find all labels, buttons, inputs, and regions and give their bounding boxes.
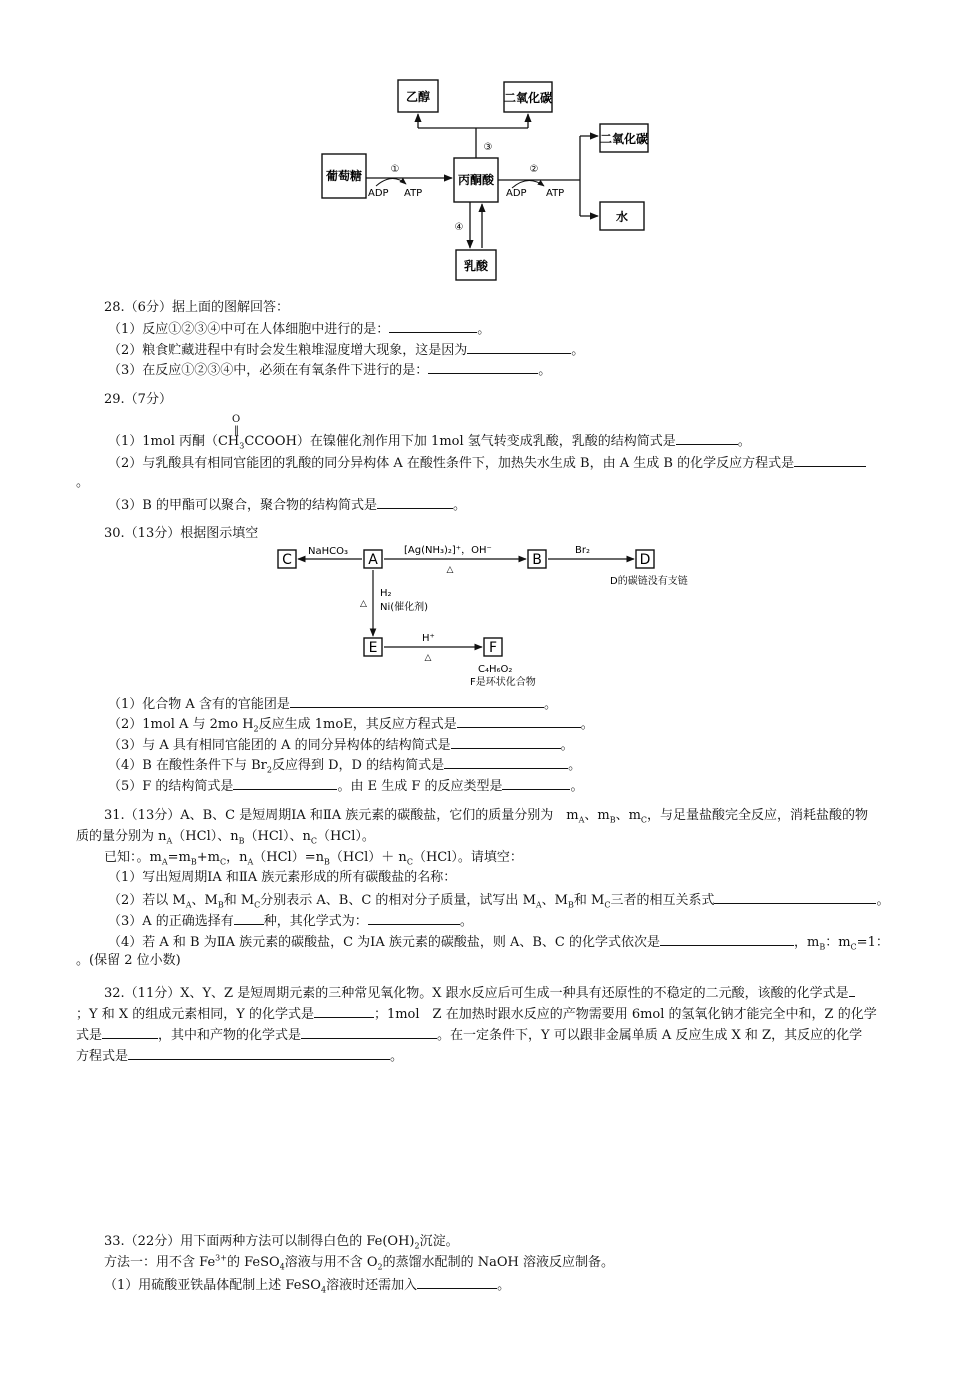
q31-part1: （1）写出短周期ⅠA 和ⅡA 族元素形成的所有碳酸盐的名称： xyxy=(108,870,457,885)
sub-c: C xyxy=(640,815,648,825)
sub-2: 2 xyxy=(377,1262,383,1272)
sub-b: B xyxy=(567,900,574,910)
nahco3-label: NaHCO₃ xyxy=(308,546,348,557)
q32-text: 方程式是 xyxy=(76,1049,129,1064)
q31-line3 xyxy=(104,850,523,866)
answer-blank[interactable] xyxy=(444,756,568,769)
sub-b: B xyxy=(238,836,245,846)
q32-line3 xyxy=(76,1026,862,1044)
q30-part2-text-b: 反应生成 1moE，其反应方程式是 xyxy=(258,717,457,732)
answer-blank[interactable] xyxy=(502,777,570,790)
q31-line1 xyxy=(104,808,868,824)
q32-line2 xyxy=(76,1005,877,1023)
compound-e-label: E xyxy=(368,640,378,656)
sub-2: 2 xyxy=(266,765,272,775)
atp-label-2: ATP xyxy=(546,188,565,199)
q31-part3 xyxy=(108,912,473,930)
q30-part3-text: （3）与 A 具有相同官能团的 A 的同分异构体的结构简式是 xyxy=(108,738,451,753)
period: 。 xyxy=(737,434,751,449)
q33-part1 xyxy=(104,1276,510,1294)
answer-blank[interactable] xyxy=(301,1026,437,1039)
answer-blank[interactable] xyxy=(451,736,561,749)
br2-label: Br₂ xyxy=(575,545,590,556)
carbonyl-bond: ‖ xyxy=(234,425,239,436)
q31-text: 、m xyxy=(615,808,641,823)
q30-part3 xyxy=(108,736,574,754)
answer-blank[interactable] xyxy=(676,432,738,445)
answer-blank[interactable] xyxy=(377,496,453,509)
q31-text: =m xyxy=(167,850,191,865)
q32-text: 。在一定条件下，Y 可以跟非金属单质 A 反应生成 X 和 Z，其反应的化学 xyxy=(437,1028,863,1043)
step-2-label: ② xyxy=(529,164,539,175)
q29-part2 xyxy=(108,454,866,472)
ni-label: Ni(催化剂) xyxy=(380,602,429,613)
q29-part1-text-b: CCOOH）在镍催化剂作用下加 1mol 氢气转变成乳酸，乳酸的结构简式是 xyxy=(244,434,676,449)
answer-blank[interactable] xyxy=(467,341,571,354)
pyruvate-label: 丙酮酸 xyxy=(457,173,495,187)
period: 。 xyxy=(538,363,552,378)
q29-part1-text: （1）1mol 丙酮（CH xyxy=(108,434,240,449)
sub-b: B xyxy=(819,942,826,952)
period: 。 xyxy=(477,322,491,337)
q31-text: 和 M xyxy=(573,893,605,908)
period: 。 xyxy=(452,498,466,513)
water-label: 水 xyxy=(615,210,629,224)
atp-label-1: ATP xyxy=(404,188,423,199)
q32-text: ，其中和产物的化学式是 xyxy=(158,1028,302,1043)
step-1-label: ① xyxy=(390,164,400,175)
q28-part2-text: （2）粮食贮藏进程中有时会发生粮堆湿度增大现象，这是因为 xyxy=(108,343,468,358)
q33-text: 的蒸馏水配制的 NaOH 溶液反应制备。 xyxy=(382,1255,615,1270)
respiration-diagram xyxy=(0,0,972,290)
q30-part5 xyxy=(108,777,584,795)
q28-header: 28.（6分）据上面的图解回答： xyxy=(104,300,289,315)
compound-f-label: F xyxy=(488,640,498,656)
q31-text: 三者的相互关系式 xyxy=(610,893,715,908)
q33-text: 沉淀。 xyxy=(419,1234,459,1249)
period: 。 xyxy=(876,893,890,908)
sub-4: 4 xyxy=(279,1262,285,1272)
sub-c: C xyxy=(406,857,413,867)
q31-text: 、M xyxy=(541,893,568,908)
heat-symbol: △ xyxy=(446,565,454,575)
sub-b: B xyxy=(323,857,330,867)
q29-header: 29.（7分） xyxy=(104,392,172,407)
q31-text: ，m xyxy=(794,935,820,950)
q28-part3-text: （3）在反应①②③④中，必须在有氧条件下进行的是： xyxy=(108,363,429,378)
carbonyl-o: O xyxy=(232,414,241,425)
sub-c: C xyxy=(219,857,227,867)
q31-text: 、m xyxy=(584,808,610,823)
q31-text: （3）A 的正确选择有 xyxy=(108,914,234,929)
period: 。 xyxy=(390,1049,404,1064)
adp-label-1: ADP xyxy=(368,188,389,199)
answer-blank[interactable] xyxy=(128,1047,390,1060)
period: 。 xyxy=(497,1278,511,1293)
ag-reagent-label: [Ag(NH₃)₂]⁺，OH⁻ xyxy=(404,545,492,556)
answer-blank[interactable] xyxy=(428,361,538,374)
answer-blank[interactable] xyxy=(368,912,460,925)
q30-part4 xyxy=(108,756,581,774)
compound-b-label: B xyxy=(532,552,542,568)
q31-text: （HCl）、n xyxy=(244,829,311,844)
q31-text: 种，其化学式为： xyxy=(263,914,368,929)
q31-text: 31.（13分）A、B、C 是短周期ⅠA 和ⅡA 族元素的碳酸盐，它们的质量分别为 m xyxy=(104,808,579,823)
f-formula: C₄H₆O₂ xyxy=(478,664,513,675)
q31-part4-note: 。(保留 2 位小数) xyxy=(76,953,181,968)
q32-text: 32.（11分）X、Y、Z 是短周期元素的三种常见氧化物。X 跟水反应后可生成一种具有还原性的不稳定的二元酸，该酸的化学式是 xyxy=(104,986,849,1001)
q29-part1 xyxy=(108,432,751,450)
d-note: D的碳链没有支链 xyxy=(610,576,688,587)
q31-text: ，n xyxy=(226,850,248,865)
period: 。 xyxy=(459,914,473,929)
q30-part4-text: （4）B 在酸性条件下与 Br xyxy=(108,758,267,773)
period: 。 xyxy=(570,779,584,794)
q30-header: 30.（13分）根据图示填空 xyxy=(104,526,259,541)
period: 。 xyxy=(76,475,90,490)
q31-part2 xyxy=(108,891,889,909)
q31-text: +m xyxy=(196,850,220,865)
q33-text: 33.（22分）用下面两种方法可以制得白色的 Fe(OH) xyxy=(104,1234,415,1249)
q31-text: 分别表示 A、B、C 的相对分子质量，试写出 M xyxy=(260,893,536,908)
lactic-label: 乳酸 xyxy=(463,259,489,273)
sup-3plus: 3+ xyxy=(215,1253,227,1263)
compound-d-label: D xyxy=(639,552,651,568)
sub-c: C xyxy=(310,836,317,846)
q30-part1 xyxy=(108,695,557,713)
q33-text: 溶液与用不含 O xyxy=(284,1255,378,1270)
q33-text: 方法一：用不含 Fe xyxy=(104,1255,216,1270)
q32-line1 xyxy=(104,984,855,1002)
q31-text: =1： xyxy=(856,935,889,950)
sub-4: 4 xyxy=(320,1285,327,1295)
q28-part1 xyxy=(108,320,490,338)
q31-text: （HCl）、n xyxy=(172,829,239,844)
sub-a: A xyxy=(185,900,192,910)
answer-blank[interactable] xyxy=(417,1276,497,1289)
compound-c-label: C xyxy=(282,552,292,568)
q32-text: ；Y 和 X 的组成元素相同，Y 的化学式是 xyxy=(76,1007,314,1022)
sub-c: C xyxy=(850,942,857,952)
answer-blank[interactable] xyxy=(660,933,794,946)
q31-text: ：m xyxy=(825,935,851,950)
sub-2: 2 xyxy=(253,724,259,734)
q31-text: （2）若以 M xyxy=(108,893,186,908)
q33-header xyxy=(104,1234,459,1250)
heat-symbol: △ xyxy=(424,653,432,663)
f-note: F是环状化合物 xyxy=(470,677,536,688)
answer-blank[interactable] xyxy=(457,715,581,728)
co2-right-label: 二氧化碳 xyxy=(599,132,649,146)
period: 。 xyxy=(571,343,585,358)
q33-text: 溶液时还需加入 xyxy=(326,1278,418,1293)
period: 。 xyxy=(580,717,594,732)
q31-text: 质的量分别为 n xyxy=(76,829,167,844)
q31-text: 和 M xyxy=(223,893,255,908)
heat-symbol: △ xyxy=(360,599,367,609)
q32-text: ；1mol Z 在加热时跟水反应的产物需要用 6mol 的氢氧化钠才能完全中和，Z 的化学 xyxy=(373,1007,877,1022)
step-4-label: ④ xyxy=(454,222,464,233)
sub-c: C xyxy=(254,900,261,910)
q31-text: （HCl）＋ n xyxy=(329,850,407,865)
q29-part3-text: （3）B 的甲酯可以聚合，聚合物的结构简式是 xyxy=(108,498,377,513)
reaction-diagram xyxy=(0,540,972,690)
period: 。 xyxy=(568,758,582,773)
q31-text: （4）若 A 和 B 为ⅡA 族元素的碳酸盐，C 为ⅠA 族元素的碳酸盐，则 A、B、C 的化学式依次是 xyxy=(108,935,660,950)
q30-part5-text: （5）F 的结构简式是 xyxy=(108,779,234,794)
q31-text: 、M xyxy=(191,893,218,908)
q30-part2-text: （2）1mol A 与 2mo H xyxy=(108,717,254,732)
period: 。 xyxy=(543,697,557,712)
answer-blank[interactable] xyxy=(314,1005,374,1018)
sub-a: A xyxy=(166,836,173,846)
sub-2: 2 xyxy=(414,1241,420,1251)
q28-part3 xyxy=(108,361,551,379)
ethanol-label: 乙醇 xyxy=(405,90,431,104)
answer-blank[interactable] xyxy=(389,320,477,333)
q31-text: 已知：。m xyxy=(104,850,162,865)
sub-b: B xyxy=(609,815,616,825)
q30-part1-text: （1）化合物 A 含有的官能团是 xyxy=(108,697,290,712)
step-3-label: ③ xyxy=(483,142,493,153)
q31-text: ，与足量盐酸完全反应，消耗盐酸的物 xyxy=(647,808,869,823)
sub-a: A xyxy=(247,857,254,867)
answer-blank[interactable] xyxy=(849,984,855,997)
q30-part5-text-b: 。由 E 生成 F 的反应类型是 xyxy=(337,779,503,794)
answer-blank[interactable] xyxy=(290,695,544,708)
sub-c: C xyxy=(604,900,611,910)
q28-part1-text: （1）反应①②③④中可在人体细胞中进行的是： xyxy=(108,322,390,337)
q33-text: （1）用硫酸亚铁晶体配制上述 FeSO xyxy=(104,1278,321,1293)
q30-part2 xyxy=(108,715,594,733)
h-plus-label: H⁺ xyxy=(422,633,435,644)
answer-blank[interactable] xyxy=(102,1026,158,1039)
q31-line2 xyxy=(76,829,375,845)
glucose-label: 葡萄糖 xyxy=(325,169,363,183)
q28-part2 xyxy=(108,341,584,359)
q29-part2-text: （2）与乳酸具有相同官能团的乳酸的同分异构体 A 在酸性条件下，加热失水生成 B，由 A 生成 B 的化学反应方程式是 xyxy=(108,456,795,471)
q33-text: 的 FeSO xyxy=(226,1255,280,1270)
q32-text: 式是 xyxy=(76,1028,103,1043)
answer-blank[interactable] xyxy=(794,454,866,467)
q31-text: （HCl）。请填空： xyxy=(412,850,523,865)
adp-label-2: ADP xyxy=(506,188,527,199)
q30-part4-text-b: 反应得到 D，D 的结构简式是 xyxy=(271,758,445,773)
compound-a-label: A xyxy=(368,552,378,568)
q31-text: （HCl）。 xyxy=(316,829,375,844)
sub-b: B xyxy=(190,857,197,867)
answer-blank[interactable] xyxy=(233,777,337,790)
sub-a: A xyxy=(535,900,542,910)
answer-blank[interactable] xyxy=(234,912,264,925)
h2-label: H₂ xyxy=(380,588,392,599)
sub-3: 3 xyxy=(239,441,245,451)
q29-part3 xyxy=(108,496,466,514)
q33-method1 xyxy=(104,1255,614,1271)
sub-a: A xyxy=(161,857,168,867)
sub-a: A xyxy=(578,815,585,825)
q31-part4 xyxy=(108,933,889,951)
sub-b: B xyxy=(217,900,224,910)
q32-line4 xyxy=(76,1047,403,1065)
period: 。 xyxy=(560,738,574,753)
answer-blank[interactable] xyxy=(714,891,876,904)
co2-top-label: 二氧化碳 xyxy=(503,91,553,105)
q31-text: （HCl）=n xyxy=(253,850,324,865)
